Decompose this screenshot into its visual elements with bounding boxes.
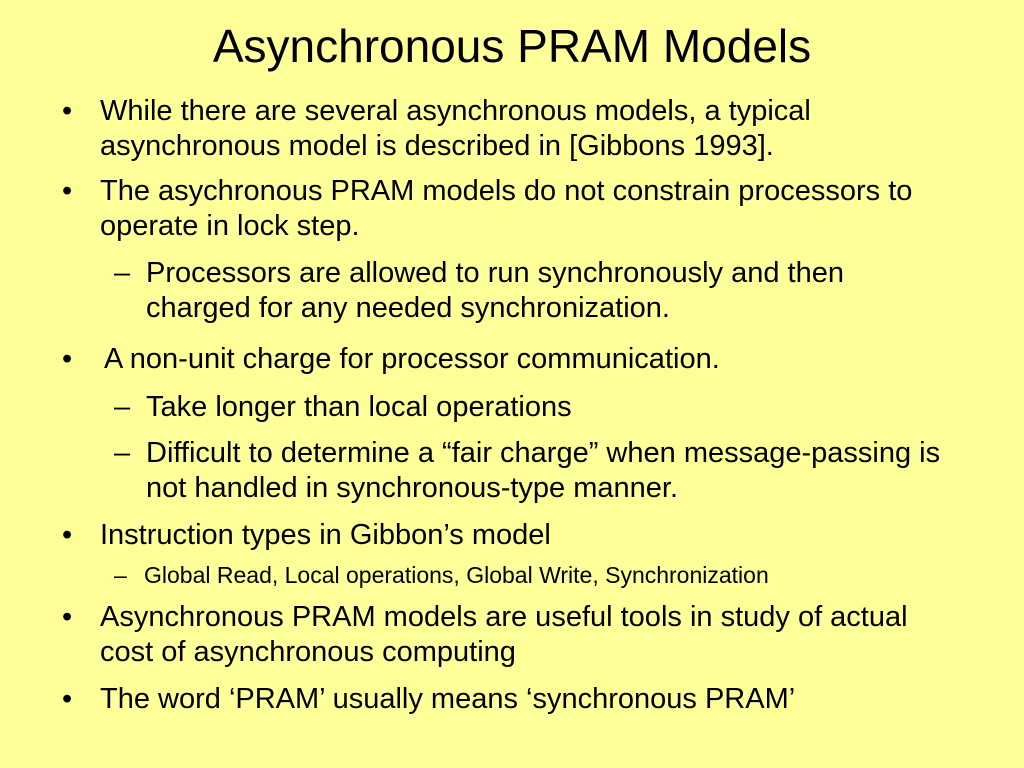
bullet-marker: • — [62, 95, 73, 127]
bullet-text: While there are several asynchronous models, a typical asynchronous model is described in [Gibbons 1993]. — [100, 95, 811, 162]
bullet-marker: • — [62, 175, 73, 207]
sub-bullet-text: Processors are allowed to run synchronously and then charged for any needed synchronization. — [146, 257, 844, 324]
bullet-marker: • — [62, 601, 73, 633]
bullet-text: The word ‘PRAM’ usually means ‘synchronous PRAM’ — [100, 683, 796, 715]
bullet-item — [62, 682, 962, 717]
bullet-text: Instruction types in Gibbon’s model — [100, 519, 551, 551]
bullet-text: The asychronous PRAM models do not constrain processors to operate in lock step. — [100, 175, 913, 242]
bullet-item — [62, 342, 962, 377]
bullet-item — [62, 94, 962, 164]
bullet-item — [62, 174, 962, 244]
bullet-item — [62, 600, 962, 670]
bullet-item — [62, 518, 962, 553]
bullet-marker: • — [62, 683, 73, 715]
bullet-text: A non-unit charge for processor communication. — [104, 343, 720, 375]
dash-marker: – — [114, 437, 131, 469]
dash-marker: – — [114, 257, 131, 289]
sub-bullet-item — [114, 436, 944, 506]
bullet-marker: • — [62, 519, 73, 551]
bullet-marker: • — [62, 343, 73, 375]
sub-bullet-item — [114, 256, 944, 326]
bullet-text: Asynchronous PRAM models are useful tools in study of actual cost of asynchronous computing — [100, 601, 908, 668]
sub-bullet-item — [114, 560, 944, 590]
slide-title: Asynchronous PRAM Models — [212, 20, 812, 72]
dash-marker: – — [114, 562, 127, 588]
sub-bullet-text: Difficult to determine a “fair charge” when message-passing is not handled in synchronous-type manner. — [146, 437, 941, 504]
sub-bullet-item — [114, 390, 944, 425]
sub-bullet-text: Take longer than local operations — [146, 391, 572, 423]
dash-marker: – — [114, 391, 131, 423]
sub-bullet-text: Global Read, Local operations, Global Write, Synchronization — [144, 562, 769, 588]
